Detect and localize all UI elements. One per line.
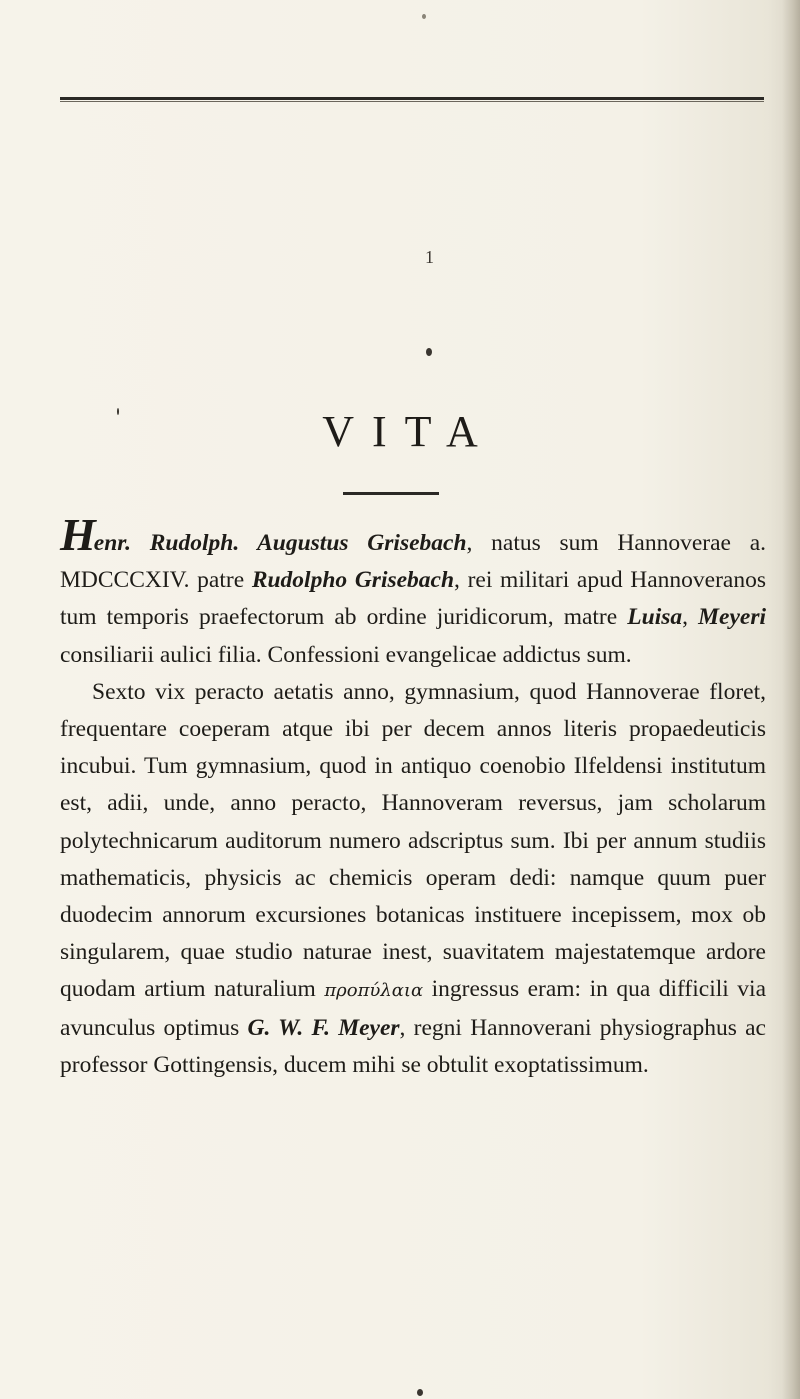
ink-speck [422,14,426,19]
text-segment: , regni Hannoverani physiographus ac professor Gottingensis, ducem mihi se obtulit exoptatissimum. [60,1014,766,1078]
uncle-name: G. W. F. Meyer [247,1014,400,1041]
text-segment: Sexto vix peracto aetatis anno, gymnasium, quod Hannoverae floret, frequentare coeperam atque ibi per decem annos literis propaedeuticis incubui. Tum gymnasium, quod in antiquo coenobio Ilfeldensi institutum est, adii, unde, anno peracto, Hannoveram reversus, jam scholarum polytechnicarum auditorum numero adscriptus sum. Ibi per annum studiis mathematicis, physicis ac chemicis operam dedi: namque quum puer duodecim annorum excursiones botanicas instituere incepissem, mox ob singularem, quae studio naturae inest, suavitatem majestatemque ardore quodam artium naturalium [60,678,766,1003]
drop-capital: H [60,509,94,560]
vita-paragraph [60,509,767,1084]
ink-speck [426,348,432,356]
text-segment: ingressus eram: in qua difficili via avunculus optimus [60,976,767,1041]
father-name: Rudolpho Grisebach [251,567,455,594]
text-segment: , rei militari apud Hannoveranos tum temporis praefectorum ab ordine juridicorum, matre [60,567,766,631]
top-rule-thin [60,101,764,102]
greek-word: πρoπύλαια [324,980,424,1002]
corner-mark: 1 [425,247,434,267]
ink-speck [417,1389,423,1396]
mother-family-name: Meyeri [698,604,767,631]
top-rule [60,97,764,100]
page-title: VITA [322,407,496,456]
author-name: enr. Rudolph. Augustus Grisebach [93,530,467,556]
mother-first-name: Luisa [627,604,683,631]
title-rule [343,492,439,495]
text-segment: consiliarii aulici filia. Confessioni evangelicae addictus sum. [60,641,632,668]
page-edge-shadow [782,0,800,1399]
text-segment: , [682,604,699,631]
text-segment: , natus sum Hannoverae a. MDCCCXIV. patre [60,530,767,594]
